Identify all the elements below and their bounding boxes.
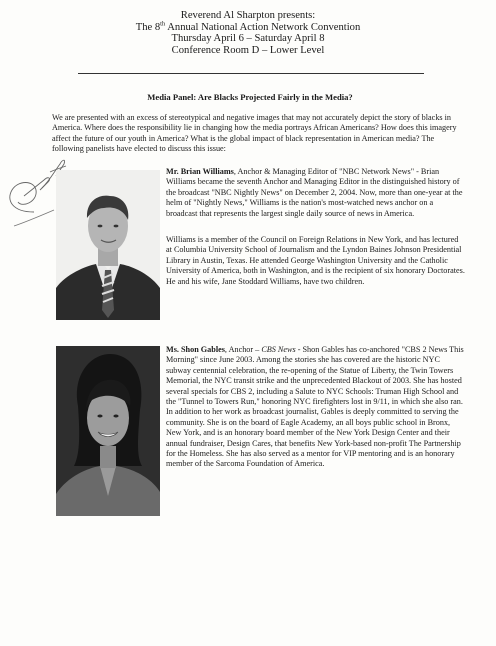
williams-name: Mr. Brian Williams bbox=[166, 167, 234, 176]
gables-name: Ms. Shon Gables bbox=[166, 345, 225, 354]
event-header bbox=[80, 10, 416, 56]
gables-bio-text: - Shon Gables has co-anchored "CBS 2 News This Morning" since June 2003. Among the stories she has covered are the historic NYC subway centennial celebration, the re-opening of the Statue of Liberty, the Twin Towers Memorial, the NYC transit strike and the unprecedented Blackout of 2003. She has hosted several specials for CBS 2, including a Salute to NYC Schools: Truman High School and the "Tunnel to Towers Run," honoring NYC firefighters lost in 9/11, in which she also ran. In addition to her work as broadcast journalist, Gables is deeply committed to serving the community. She is on the board of Eagle Academy, an all boys public school in Bronx, New York, and is an honorary board member of the New York Design Center and their annual fundraiser, Design Cares, that benefits New York-based non-profit The Partnership for the Homeless. She has also served as a mentor for VIP mentoring and is an honorary member of the Sarcoma Foundation of America. bbox=[166, 345, 464, 469]
ordinal-suffix: th bbox=[160, 20, 166, 28]
header-divider bbox=[78, 73, 424, 74]
convention-name: Annual National Action Network Convention bbox=[165, 21, 361, 33]
gables-org: CBS News bbox=[261, 345, 296, 354]
convention-line bbox=[80, 22, 416, 34]
williams-bio-details: Williams is a member of the Council on Foreign Relations in New York, and has lectured at Columbia University School of Journalism and the Lyndon Baines Johnson Presidential Library in Austin, Texas. He attended George Washington University and the Catholic University of America, both in Washington, and is the recipient of six honorary Doctorates. He and his wife, Jane Stoddard Williams, have two children. bbox=[166, 235, 465, 286]
williams-bio-text: - Brian Williams became the seventh Anchor and Managing Editor in the distinguished history of the broadcast "NBC Nightly News" on December 2, 2004. Now, more than one-year at the helm of "Nightly News," Williams is the nation's most-watched news anchor on a broadcast that represents the largest single daily source of news in America. bbox=[166, 167, 463, 218]
presenter-line: Reverend Al Sharpton presents: bbox=[180, 10, 316, 21]
gables-photo bbox=[56, 346, 160, 516]
date-line: Thursday April 6 – Saturday April 8 bbox=[171, 33, 325, 45]
location-line: Conference Room D – Lower Level bbox=[171, 44, 325, 56]
williams-role: , Anchor & Managing Editor of "NBC Network News" bbox=[233, 167, 415, 176]
panel-intro: We are presented with an excess of stereotypical and negative images that may not accurately depict the story of blacks in America. Where does the responsibility lie in changing how the media portrays African Americans? How does this imagery affect the future of our youth in America? What is the global impact of black representation in American media? The following panelists have elected to discuss this issue: bbox=[52, 113, 457, 154]
williams-bio-intro bbox=[166, 167, 466, 219]
williams-photo bbox=[56, 170, 160, 320]
gables-role-prefix: , Anchor – bbox=[224, 345, 262, 354]
gables-bio bbox=[166, 345, 466, 470]
convention-ordinal: The 8 bbox=[135, 21, 161, 33]
panel-title: Media Panel: Are Blacks Projected Fairly in the Media? bbox=[147, 92, 353, 102]
